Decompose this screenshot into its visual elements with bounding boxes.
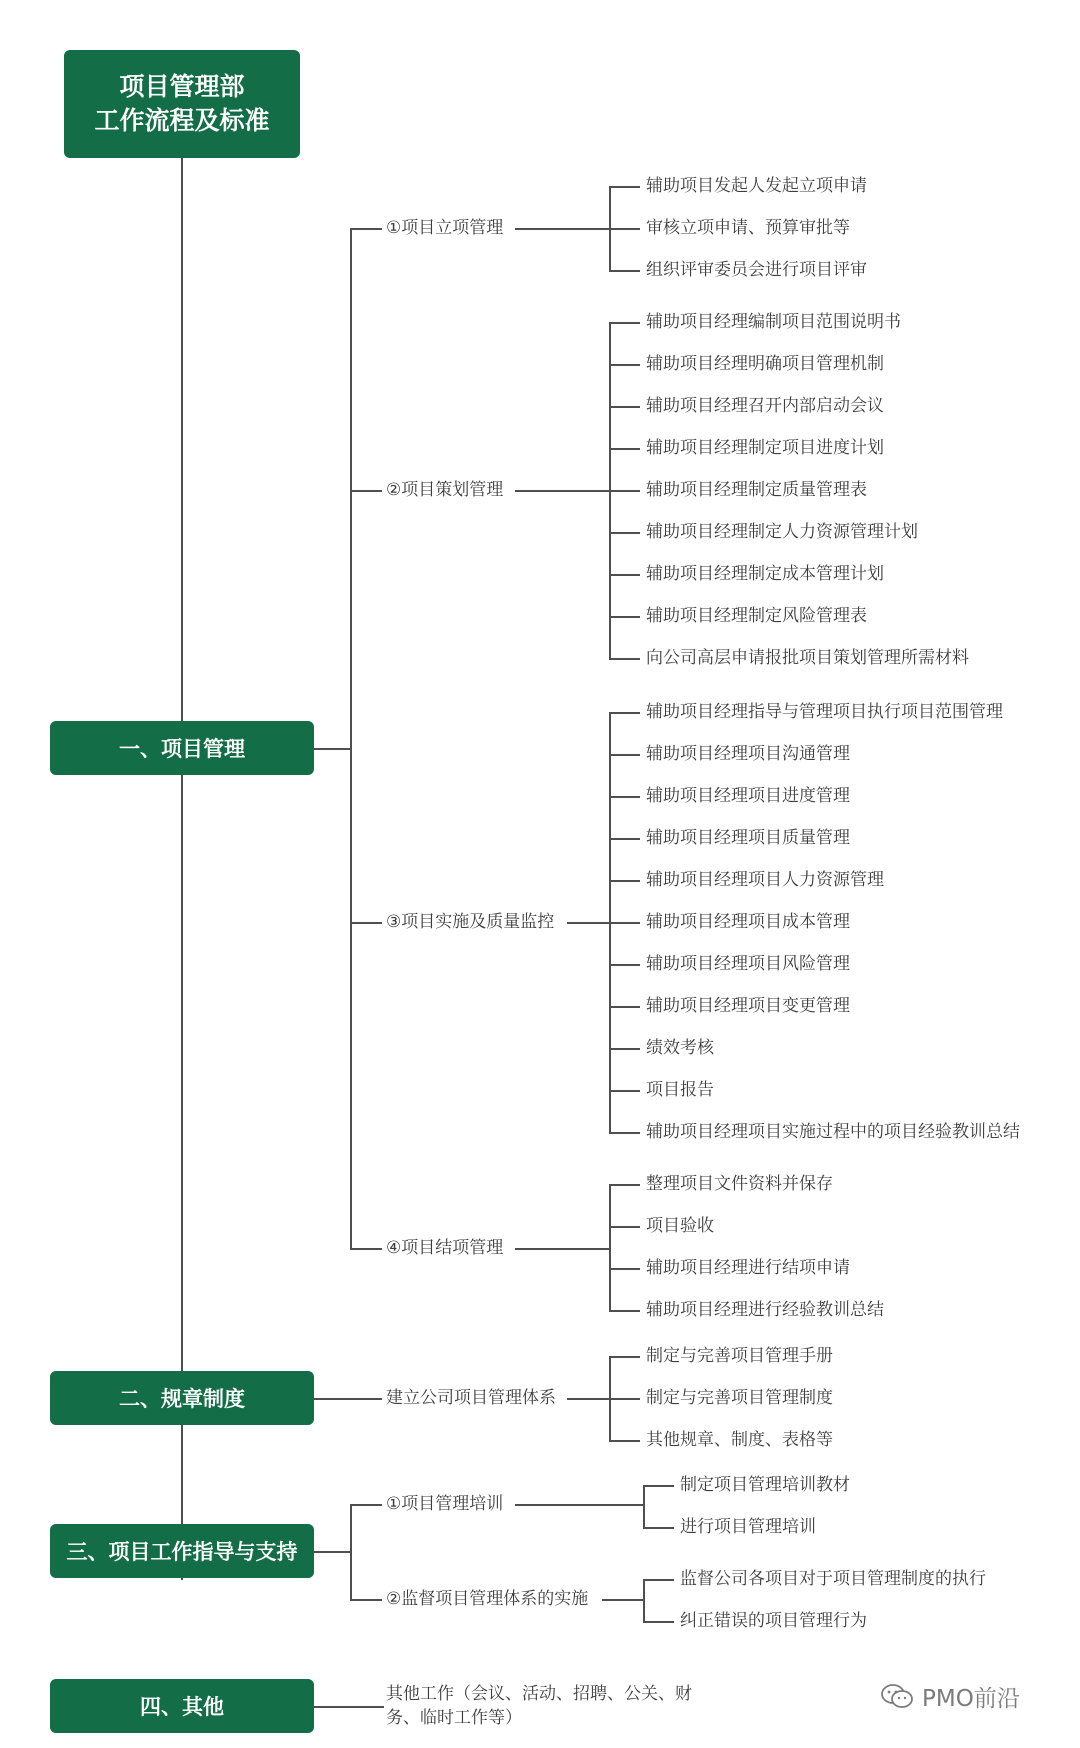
sub-item-label: ④项目结项管理 [386,1238,504,1258]
sub-item-label: ②监督项目管理体系的实施 [386,1589,589,1609]
connector-line [609,1310,640,1312]
connector-line [643,1579,674,1581]
connector-line [609,364,640,366]
leaf-item: 辅助项目经理项目沟通管理 [646,744,850,764]
connector-line [314,748,350,750]
connector-line [515,1248,610,1250]
leaf-item: 辅助项目经理项目成本管理 [646,912,850,932]
connector-line [609,1226,640,1228]
leaf-item: 辅助项目经理制定质量管理表 [646,480,867,500]
connector-line [314,1398,382,1400]
leaf-item: 辅助项目经理项目进度管理 [646,786,850,806]
leaf-item: 辅助项目经理指导与管理项目执行项目范围管理 [646,702,1003,722]
connector-line [515,228,610,230]
leaf-item: 绩效考核 [646,1038,714,1058]
connector-line [609,658,640,660]
leaf-item: 制定项目管理培训教材 [680,1475,850,1495]
leaf-item: 辅助项目经理项目变更管理 [646,996,850,1016]
connector-line [609,796,640,798]
connector-line [609,964,640,966]
leaf-item: 辅助项目经理项目实施过程中的项目经验教训总结 [646,1122,1020,1142]
connector-line [609,616,640,618]
leaf-item: 制定与完善项目管理制度 [646,1388,833,1408]
connector-line [609,406,640,408]
sub-item-label: ②项目策划管理 [386,480,504,500]
connector-line [609,1268,640,1270]
sub-item-label: 建立公司项目管理体系 [386,1388,556,1408]
leaf-item: 审核立项申请、预算审批等 [646,218,850,238]
leaf-item: 辅助项目经理项目风险管理 [646,954,850,974]
leaf-item: 辅助项目经理制定项目进度计划 [646,438,884,458]
connector-line [609,712,640,714]
connector-line [609,490,640,492]
connector-line [350,228,382,230]
connector-line [609,532,640,534]
connector-line [609,270,640,272]
connector-line [350,922,382,924]
connector-line [350,1504,352,1601]
connector-line [609,838,640,840]
other-text: 其他工作（会议、活动、招聘、公关、财务、临时工作等） [386,1684,692,1728]
connector-line [350,1504,382,1506]
leaf-item: 辅助项目经理明确项目管理机制 [646,354,884,374]
connector-line [609,322,640,324]
connector-line [515,1504,644,1506]
sub-item-label: ①项目立项管理 [386,218,504,238]
watermark: PMO前沿 [922,1686,1020,1712]
connector-line [609,228,640,230]
connector-line [314,1551,350,1553]
connector-line [643,1527,674,1529]
connector-line [609,1184,611,1312]
wechat-icon [880,1683,914,1709]
category-box: 一、项目管理 [50,721,314,775]
connector-line [350,1248,382,1250]
connector-line [567,1398,609,1400]
leaf-item: 辅助项目经理进行结项申请 [646,1258,850,1278]
connector-line [609,1356,640,1358]
leaf-item: 辅助项目经理召开内部启动会议 [646,396,884,416]
leaf-item: 进行项目管理培训 [680,1517,816,1537]
connector-line [609,754,640,756]
connector-line [515,490,610,492]
connector-line [643,1485,645,1529]
connector-line [643,1579,645,1623]
connector-line [609,1440,640,1442]
leaf-item: 辅助项目经理制定人力资源管理计划 [646,522,918,542]
connector-line [609,880,640,882]
connector-line [609,1090,640,1092]
sub-item-label: ③项目实施及质量监控 [386,912,555,932]
leaf-item: 辅助项目经理制定风险管理表 [646,606,867,626]
leaf-item: 项目报告 [646,1080,714,1100]
leaf-item: 项目验收 [646,1216,714,1236]
leaf-item: 辅助项目经理编制项目范围说明书 [646,312,901,332]
title-box: 项目管理部 工作流程及标准 [64,50,300,158]
connector-line [609,1048,640,1050]
connector-line [609,922,640,924]
leaf-item: 辅助项目经理项目人力资源管理 [646,870,884,890]
leaf-item: 辅助项目经理制定成本管理计划 [646,564,884,584]
leaf-item: 辅助项目发起人发起立项申请 [646,176,867,196]
connector-line [314,1706,384,1708]
sub-item-label: ①项目管理培训 [386,1494,504,1514]
connector-line [567,922,609,924]
leaf-item: 组织评审委员会进行项目评审 [646,260,867,280]
connector-line [602,1599,643,1601]
connector-line [350,490,382,492]
connector-line [609,186,640,188]
connector-line [643,1621,674,1623]
category-box: 四、其他 [50,1679,314,1733]
connector-line [609,574,640,576]
leaf-item: 辅助项目经理进行经验教训总结 [646,1300,884,1320]
leaf-item: 向公司高层申请报批项目策划管理所需材料 [646,648,969,668]
category-box: 三、项目工作指导与支持 [50,1524,314,1578]
connector-line [609,1006,640,1008]
trunk-line [181,158,183,1580]
leaf-item: 其他规章、制度、表格等 [646,1430,833,1450]
leaf-item: 监督公司各项目对于项目管理制度的执行 [680,1569,986,1589]
connector-line [350,228,352,1250]
connector-line [350,1599,382,1601]
connector-line [609,448,640,450]
leaf-item: 制定与完善项目管理手册 [646,1346,833,1366]
leaf-item: 整理项目文件资料并保存 [646,1174,833,1194]
connector-line [643,1485,674,1487]
connector-line [609,1398,640,1400]
leaf-item: 辅助项目经理项目质量管理 [646,828,850,848]
connector-line [609,1132,640,1134]
connector-line [609,1184,640,1186]
leaf-item: 纠正错误的项目管理行为 [680,1611,867,1631]
category-box: 二、规章制度 [50,1371,314,1425]
